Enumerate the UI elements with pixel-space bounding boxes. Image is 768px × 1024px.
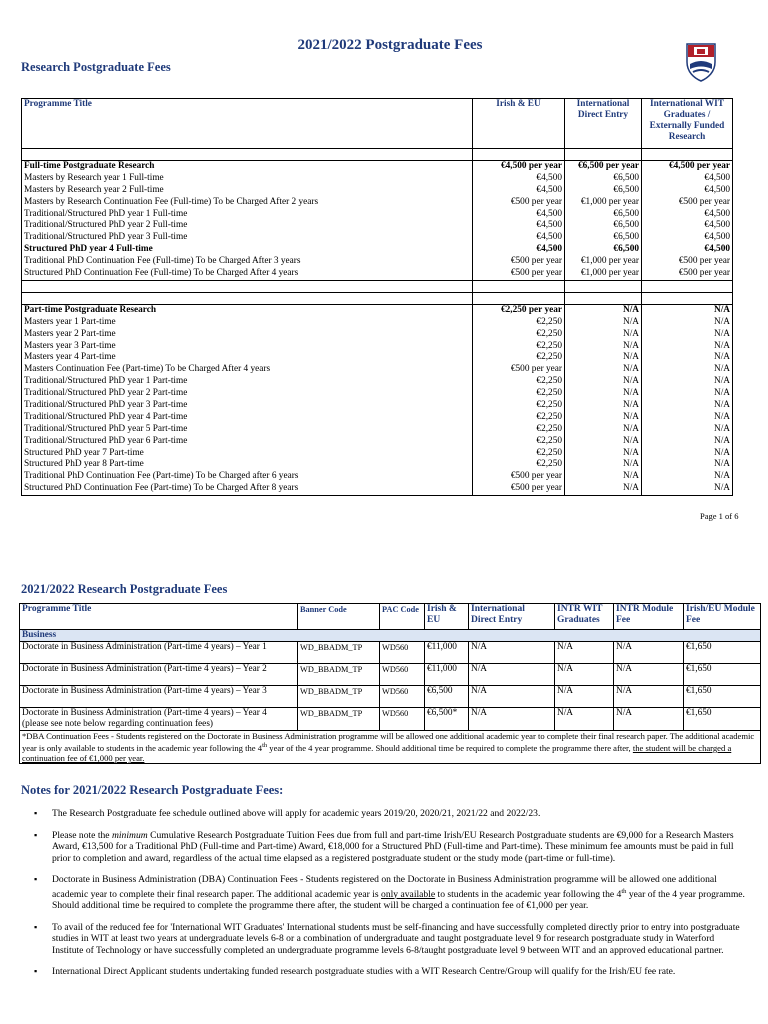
programme-title: Masters Continuation Fee (Part-time) To be Charged After 4 years <box>22 364 473 376</box>
programme-title: Traditional/Structured PhD year 2 Full-time <box>22 220 473 232</box>
fee-intl-direct: N/A <box>565 424 642 436</box>
fee-irish-eu: €2,250 <box>473 400 565 412</box>
table-row <box>20 664 761 686</box>
fee-intl-direct: N/A <box>565 317 642 329</box>
fee-intr-wit: N/A <box>555 708 614 731</box>
programme-title: Traditional/Structured PhD year 3 Part-time <box>22 400 473 412</box>
programme-title: Masters year 1 Part-time <box>22 317 473 329</box>
parttime-rows <box>22 304 733 495</box>
spacer-row <box>22 280 733 292</box>
table-row <box>22 376 733 388</box>
fee-intl-wit: N/A <box>642 317 733 329</box>
programme-title: Structured PhD Continuation Fee (Full-time) To be Charged After 4 years <box>22 268 473 280</box>
fee-intl-direct: N/A <box>565 459 642 471</box>
table-row <box>22 400 733 412</box>
fee-irish-eu: €11,000 <box>425 642 469 664</box>
fee-eu-module: €1,650 <box>684 664 761 686</box>
fee-intl-wit: €4,500 <box>642 173 733 185</box>
fee-intl-wit: N/A <box>642 388 733 400</box>
programme-title-text: Doctorate in Business Administration (Part-time 4 years) – Year 1 <box>22 642 267 652</box>
pac-code: WD560 <box>380 686 425 708</box>
table-row <box>22 352 733 364</box>
banner-code: WD_BBADM_TP <box>298 686 380 708</box>
table-row <box>22 220 733 232</box>
fee-irish-eu: €2,250 <box>473 329 565 341</box>
dba-note-text: *DBA Continuation Fees - Students registered on the Doctorate in Business Administration programme will be allowed one additional academic year to complete their final research paper. The additional academic year is only available to students in the academic year following the 4 <box>22 731 755 753</box>
table-row <box>22 471 733 483</box>
fee-intl-wit: €4,500 <box>642 244 733 256</box>
table-row <box>22 436 733 448</box>
table-row <box>20 686 761 708</box>
fee-intl-direct: N/A <box>565 329 642 341</box>
table-row <box>22 197 733 209</box>
programme-title: Masters year 2 Part-time <box>22 329 473 341</box>
note-item <box>28 808 748 820</box>
banner-code: WD_BBADM_TP <box>298 664 380 686</box>
fee-intl-wit: N/A <box>642 376 733 388</box>
col-header-intl-direct: International Direct Entry <box>565 99 642 149</box>
programme-title-text: Doctorate in Business Administration (Part-time 4 years) – Year 3 <box>22 686 267 696</box>
section-title-research: Research Postgraduate Fees <box>21 60 171 74</box>
programme-title-text: Doctorate in Business Administration (Part-time 4 years) – Year 4 <box>22 708 267 718</box>
fee-irish-eu: €4,500 per year <box>473 161 565 173</box>
fee-intl-direct: N/A <box>469 664 555 686</box>
table-row <box>22 232 733 244</box>
programme-title-note: (please see note below regarding continuation fees) <box>22 719 214 729</box>
fee-intl-direct: N/A <box>565 304 642 316</box>
programme-title: Structured PhD Continuation Fee (Part-time) To be Charged After 8 years <box>22 483 473 495</box>
fee-intr-module: N/A <box>614 664 684 686</box>
programme-title: Traditional/Structured PhD year 1 Part-time <box>22 376 473 388</box>
programme-title: Structured PhD year 7 Part-time <box>22 448 473 460</box>
table-row <box>22 459 733 471</box>
fee-intl-direct: N/A <box>469 708 555 731</box>
table-row <box>20 708 761 731</box>
programme-title: Structured PhD year 4 Full-time <box>22 244 473 256</box>
fee-intr-module: N/A <box>614 642 684 664</box>
fee-intl-wit: N/A <box>642 483 733 495</box>
fulltime-rows <box>22 161 733 281</box>
note-italic: minimum <box>111 829 148 841</box>
fee-intl-direct: N/A <box>565 471 642 483</box>
col-header-programme: Programme Title <box>20 604 298 630</box>
fee-intl-wit: N/A <box>642 329 733 341</box>
programme-title: Traditional/Structured PhD year 5 Part-time <box>22 424 473 436</box>
col-header-programme: Programme Title <box>22 99 473 149</box>
fee-intl-direct: €1,000 per year <box>565 268 642 280</box>
col-header-intl-direct: International Direct Entry <box>469 604 555 630</box>
programme-title <box>20 664 298 686</box>
programme-title <box>20 708 298 731</box>
col-header-intr-module: INTR Module Fee <box>614 604 684 630</box>
note-item <box>28 922 748 957</box>
fee-irish-eu: €2,250 <box>473 388 565 400</box>
fee-irish-eu: €2,250 per year <box>473 304 565 316</box>
pac-code: WD560 <box>380 664 425 686</box>
fee-intl-direct: N/A <box>565 448 642 460</box>
note-underlined: only available <box>381 888 436 900</box>
fee-intl-wit: N/A <box>642 448 733 460</box>
table-row <box>22 483 733 495</box>
fee-irish-eu: €2,250 <box>473 459 565 471</box>
fee-irish-eu: €4,500 <box>473 220 565 232</box>
fee-irish-eu: €2,250 <box>473 412 565 424</box>
fee-intl-direct: N/A <box>565 483 642 495</box>
fee-intr-wit: N/A <box>555 664 614 686</box>
fee-irish-eu: €500 per year <box>473 483 565 495</box>
table-row <box>22 388 733 400</box>
table-row <box>22 161 733 173</box>
note-text: The Research Postgraduate fee schedule outlined above will apply for academic years 2019/20, 2020/21, 2021/22 and 2022/23. <box>52 808 541 819</box>
note-item <box>28 966 748 978</box>
page-title: 2021/2022 Postgraduate Fees <box>297 37 483 53</box>
table-row <box>22 424 733 436</box>
fee-intl-direct: N/A <box>565 341 642 353</box>
fee-intl-direct: €6,500 <box>565 185 642 197</box>
table-row <box>22 256 733 268</box>
table-row <box>22 185 733 197</box>
table-header-row <box>20 604 761 630</box>
fee-intl-wit: N/A <box>642 436 733 448</box>
table-header-row <box>22 99 733 149</box>
business-fees-table <box>19 603 761 764</box>
table-row <box>22 173 733 185</box>
note-item <box>28 874 748 912</box>
dba-rows <box>20 642 761 731</box>
fee-intl-direct: N/A <box>469 642 555 664</box>
table-row <box>22 244 733 256</box>
section-title-research-2: 2021/2022 Research Postgraduate Fees <box>21 582 228 596</box>
fee-intl-direct: N/A <box>565 388 642 400</box>
note-text: International Direct Applicant students undertaking funded research postgraduate studies with a WIT Research Centre/Group will qualify for the Irish/EU fee rate. <box>52 966 676 978</box>
fee-irish-eu: €2,250 <box>473 341 565 353</box>
fee-irish-eu: €4,500 <box>473 209 565 221</box>
fee-irish-eu: €500 per year <box>473 256 565 268</box>
programme-title: Traditional PhD Continuation Fee (Full-time) To be Charged After 3 years <box>22 256 473 268</box>
fee-irish-eu: €500 per year <box>473 197 565 209</box>
fee-irish-eu: €11,000 <box>425 664 469 686</box>
fee-irish-eu: €4,500 <box>473 185 565 197</box>
table-row <box>22 209 733 221</box>
spacer-row <box>22 149 733 161</box>
spacer-row <box>22 292 733 304</box>
fee-irish-eu: €2,250 <box>473 317 565 329</box>
col-header-banner: Banner Code <box>298 604 380 630</box>
fee-intl-wit: €4,500 <box>642 232 733 244</box>
fee-irish-eu: €2,250 <box>473 448 565 460</box>
notes-title: Notes for 2021/2022 Research Postgraduate Fees: <box>21 783 284 797</box>
section-label: Business <box>20 630 761 642</box>
note-text: To avail of the reduced fee for 'International WIT Graduates' International students must be self-financing and have successfully completed directly prior to entry into postgraduate studies in WIT at least two years at undergraduate levels 6-8 or a combination of undergraduate and taught postgraduate level 9 for research postgraduate study in Waterford Institute of Technology or have successfully completed an undergraduate programme levels 6-8/taught postgraduate level 9 between WIT and an approved educational partner. <box>52 921 740 956</box>
pac-code: WD560 <box>380 708 425 731</box>
table-row <box>22 329 733 341</box>
programme-title: Traditional/Structured PhD year 3 Full-time <box>22 232 473 244</box>
fee-intl-wit: N/A <box>642 352 733 364</box>
fee-intl-wit: N/A <box>642 424 733 436</box>
fee-intl-direct: €6,500 per year <box>565 161 642 173</box>
fee-intl-wit: N/A <box>642 364 733 376</box>
note-text: Doctorate in Business Administration (DBA) Continuation Fees - Students registered on the Doctorate in Business Administration programme will be allowed one additional academic year to complete their final research paper. The additional academic year is <box>52 874 717 900</box>
fee-intl-direct: N/A <box>565 376 642 388</box>
programme-title: Masters by Research Continuation Fee (Full-time) To be Charged After 2 years <box>22 197 473 209</box>
fee-intl-direct: N/A <box>565 400 642 412</box>
notes-list <box>28 808 748 988</box>
fee-irish-eu: €4,500 <box>473 232 565 244</box>
fee-irish-eu: €2,250 <box>473 376 565 388</box>
fee-eu-module: €1,650 <box>684 708 761 731</box>
programme-title: Masters by Research year 1 Full-time <box>22 173 473 185</box>
col-header-pac: PAC Code <box>380 604 425 630</box>
programme-title: Traditional/Structured PhD year 2 Part-time <box>22 388 473 400</box>
col-header-eu-module: Irish/EU Module Fee <box>684 604 761 630</box>
pac-code: WD560 <box>380 642 425 664</box>
fee-intl-direct: N/A <box>469 686 555 708</box>
fee-intl-wit: N/A <box>642 304 733 316</box>
programme-title: Part-time Postgraduate Research <box>22 304 473 316</box>
banner-code: WD_BBADM_TP <box>298 708 380 731</box>
programme-title: Full-time Postgraduate Research <box>22 161 473 173</box>
programme-title: Traditional/Structured PhD year 4 Part-time <box>22 412 473 424</box>
fee-irish-eu: €2,250 <box>473 424 565 436</box>
fee-intl-direct: €6,500 <box>565 232 642 244</box>
fee-intl-direct: N/A <box>565 436 642 448</box>
fee-intl-wit: €4,500 per year <box>642 161 733 173</box>
table-row <box>20 642 761 664</box>
page-number: Page 1 of 6 <box>700 511 739 521</box>
programme-title: Masters year 4 Part-time <box>22 352 473 364</box>
programme-title: Structured PhD year 8 Part-time <box>22 459 473 471</box>
fee-intl-direct: €6,500 <box>565 244 642 256</box>
dba-note-text-2: year of the 4 year programme. Should additional time be required to complete the programme there after, <box>267 742 633 753</box>
table-row <box>22 364 733 376</box>
fee-intr-module: N/A <box>614 686 684 708</box>
table-row <box>22 412 733 424</box>
dba-note-row <box>20 731 761 764</box>
fee-intr-wit: N/A <box>555 642 614 664</box>
col-header-irish-eu: Irish & EU <box>473 99 565 149</box>
programme-title: Traditional/Structured PhD year 1 Full-time <box>22 209 473 221</box>
fee-intl-wit: N/A <box>642 412 733 424</box>
fee-intl-direct: N/A <box>565 412 642 424</box>
table-row <box>22 317 733 329</box>
fee-irish-eu: €2,250 <box>473 436 565 448</box>
fee-intl-direct: €1,000 per year <box>565 197 642 209</box>
programme-title: Traditional/Structured PhD year 6 Part-time <box>22 436 473 448</box>
fee-intl-wit: €4,500 <box>642 185 733 197</box>
fee-intl-wit: N/A <box>642 400 733 412</box>
banner-code: WD_BBADM_TP <box>298 642 380 664</box>
table-row <box>22 304 733 316</box>
fee-intl-wit: €500 per year <box>642 197 733 209</box>
fee-intr-wit: N/A <box>555 686 614 708</box>
table-row <box>22 341 733 353</box>
fee-intl-direct: €6,500 <box>565 173 642 185</box>
fee-irish-eu: €500 per year <box>473 268 565 280</box>
note-item <box>28 830 748 865</box>
note-text: year of the 4 year programme. Should additional time be required to complete the programme there after, the student will be charged a continuation fee of €1,000 per year. <box>52 888 745 912</box>
fee-irish-eu: €6,500 <box>425 686 469 708</box>
col-header-intr-wit: INTR WIT Graduates <box>555 604 614 630</box>
programme-title: Masters year 3 Part-time <box>22 341 473 353</box>
programme-title: Masters by Research year 2 Full-time <box>22 185 473 197</box>
col-header-irish-eu: Irish & EU <box>425 604 469 630</box>
note-text: Cumulative Research Postgraduate Tuition Fees due from full and part-time Irish/EU Research Postgraduate students are €9,000 for a Research Masters Award, €13,500 for a Traditional PhD (Full-time and Part-time) Award, €18,000 for a Structured PhD (Full-time and Part-time). These minimum fee amounts must be paid in full prior to completion and award, regardless of the actual time elapsed as a registered postgraduate student or the study mode (part-time or full-time). <box>52 829 734 864</box>
fee-irish-eu: €6,500* <box>425 708 469 731</box>
fee-irish-eu: €2,250 <box>473 352 565 364</box>
fee-intl-wit: N/A <box>642 459 733 471</box>
fee-eu-module: €1,650 <box>684 686 761 708</box>
institute-crest-icon <box>684 42 718 82</box>
fee-intl-direct: €6,500 <box>565 209 642 221</box>
programme-title: Traditional PhD Continuation Fee (Part-time) To be Charged after 6 years <box>22 471 473 483</box>
fee-intl-wit: €4,500 <box>642 220 733 232</box>
fee-intl-direct: N/A <box>565 352 642 364</box>
research-fees-table <box>21 98 733 496</box>
dba-note-underlined: the student will be charged a continuation fee of €1,000 per year. <box>22 742 732 763</box>
table-row <box>22 268 733 280</box>
fee-irish-eu: €500 per year <box>473 471 565 483</box>
table-row <box>22 448 733 460</box>
fee-intl-wit: N/A <box>642 471 733 483</box>
fee-intl-direct: N/A <box>565 364 642 376</box>
programme-title <box>20 686 298 708</box>
fee-intl-wit: N/A <box>642 341 733 353</box>
fee-eu-module: €1,650 <box>684 642 761 664</box>
programme-title-text: Doctorate in Business Administration (Part-time 4 years) – Year 2 <box>22 664 267 674</box>
fee-intl-direct: €1,000 per year <box>565 256 642 268</box>
programme-title <box>20 642 298 664</box>
col-header-intl-wit: International WIT Graduates / Externally Funded Research <box>642 99 733 149</box>
fee-intr-module: N/A <box>614 708 684 731</box>
note-sup: th <box>621 887 627 895</box>
fee-irish-eu: €4,500 <box>473 173 565 185</box>
fee-irish-eu: €500 per year <box>473 364 565 376</box>
note-text: Please note the <box>52 829 112 841</box>
fee-intl-wit: €4,500 <box>642 209 733 221</box>
fee-intl-wit: €500 per year <box>642 268 733 280</box>
note-text: to students in the academic year following the 4 <box>435 888 622 900</box>
dba-note-sup: th <box>262 742 268 749</box>
fee-intl-direct: €6,500 <box>565 220 642 232</box>
dba-note <box>20 731 761 764</box>
fee-irish-eu: €4,500 <box>473 244 565 256</box>
fee-intl-wit: €500 per year <box>642 256 733 268</box>
section-row-business <box>20 630 761 642</box>
